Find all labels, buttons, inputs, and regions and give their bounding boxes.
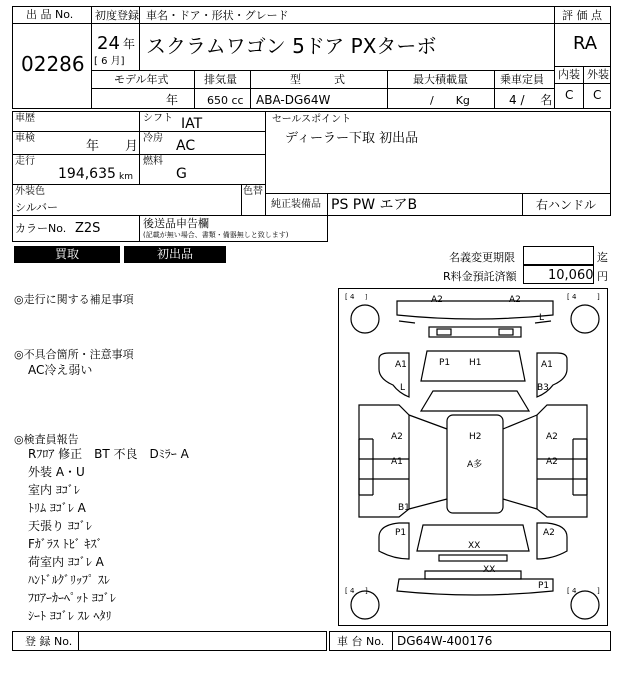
wheel-rear-right	[571, 591, 599, 619]
car-diagram	[338, 288, 608, 626]
model-year-label: モデル年式	[114, 73, 169, 86]
report-line: ﾄﾘﾑ ﾖｺﾞﾚ A	[28, 501, 86, 515]
sales-point-label: セールスポイント	[272, 114, 352, 125]
postal-note: (記載が無い場合、書類・備器無しと致します)	[143, 231, 289, 239]
damage-label: H2	[469, 432, 482, 442]
windshield	[421, 391, 529, 411]
rear-bumper	[397, 579, 553, 595]
mileage-label: 走行	[15, 156, 35, 167]
report-line: 外装 A・U	[28, 465, 85, 479]
damage-label: A2	[391, 432, 403, 442]
damage-label: P1	[538, 581, 550, 591]
defects-title: ◎不具合箇所・注意事項	[14, 348, 134, 361]
recycle-label: R料金預託済額	[443, 270, 517, 283]
tire-label: [ 4	[567, 587, 577, 595]
wheel-rear-left	[351, 591, 379, 619]
model-year-unit: 年	[166, 93, 179, 107]
svg-text:]: ]	[597, 293, 600, 301]
report-line: ｼｰﾄ ﾖｺﾞﾚ ｽﾚ ﾍﾀﾘ	[28, 609, 112, 623]
recycle-unit: 円	[597, 270, 608, 283]
damage-label: L	[539, 313, 545, 323]
capacity-label: 乗車定員	[500, 73, 544, 86]
damage-label: A1	[541, 360, 553, 370]
buy-badge: 買取	[14, 246, 120, 263]
first-listing-badge: 初出品	[124, 246, 226, 263]
car-name: スクラムワゴン 5ドア PXターボ	[146, 34, 437, 58]
report-line: 天張り ﾖｺﾞﾚ	[28, 519, 92, 533]
history-label: 車歴	[15, 113, 35, 124]
tire-label: [ 4	[345, 587, 355, 595]
mileage: 194,635	[58, 166, 116, 182]
damage-label: A2	[431, 295, 443, 305]
right-side	[537, 405, 587, 517]
svg-text:]: ]	[597, 587, 600, 595]
defect-item: AC冷え弱い	[28, 363, 93, 377]
color-no: Z2S	[75, 221, 101, 236]
damage-label: A2	[543, 528, 555, 538]
interior-grade: C	[565, 88, 574, 102]
ac-label: 冷房	[143, 133, 163, 144]
score-label: 評 価 点	[562, 9, 602, 22]
damage-label: A2	[546, 457, 558, 467]
first-reg-label: 初度登録	[95, 9, 139, 22]
first-reg-year: 24	[97, 33, 120, 54]
svg-text:]: ]	[365, 294, 368, 301]
wheel-front-right	[571, 305, 599, 333]
report-line: ﾌﾛｱｰｶｰﾍﾟｯﾄ ﾖｺﾞﾚ	[28, 591, 116, 605]
damage-label: L	[400, 383, 406, 393]
model-label: 型 式	[290, 73, 345, 86]
svg-text:]: ]	[365, 587, 368, 595]
fuel: G	[176, 166, 187, 182]
mileage-unit: km	[119, 172, 133, 182]
sales-point: ディーラー下取 初出品	[285, 131, 419, 146]
driving-notes-title: ◎走行に関する補足事項	[14, 293, 134, 306]
damage-label: A多	[467, 460, 483, 470]
inspection-label: 車検	[15, 133, 35, 144]
score-value: RA	[573, 33, 598, 54]
displacement-label: 排気量	[204, 73, 237, 86]
report-line: 室内 ﾖｺﾞﾚ	[28, 483, 80, 497]
color-no-label: カラーNo.	[15, 222, 67, 235]
report-line: ﾊﾝﾄﾞﾙｸﾞﾘｯﾌﾟ ｽﾚ	[28, 573, 110, 587]
damage-label: A2	[509, 295, 521, 305]
damage-label: A1	[395, 360, 407, 370]
damage-label: XX	[483, 565, 496, 575]
shift: IAT	[181, 116, 203, 132]
exterior-grade: C	[593, 88, 602, 102]
first-reg-month: [ 6 月]	[94, 56, 125, 67]
tire-label: [ 4	[567, 293, 577, 301]
equipment-label: 純正装備品	[271, 199, 321, 210]
max-load: / Kg	[430, 94, 470, 107]
chassis-label: 車 台 No.	[337, 635, 385, 648]
repaint-label: 色替	[243, 186, 263, 197]
report-line: Rﾌﾛｱ 修正 BT 不良 Dﾐﾗｰ A	[28, 447, 189, 461]
chassis-no: DG64W-400176	[397, 634, 493, 648]
tire-label: [ 4	[345, 293, 355, 301]
exterior-label: 外装	[587, 68, 609, 81]
interior-label: 内装	[558, 68, 580, 81]
ext-color: シルバー	[15, 201, 58, 214]
car-name-label: 車名・ドア・形状・グレード	[146, 9, 289, 22]
reg-no-label: 登 録 No.	[25, 635, 73, 648]
inspection-value: 年 月	[86, 139, 139, 154]
capacity: 4 / 名	[509, 93, 553, 107]
rear-bumper-top	[425, 571, 521, 579]
recycle-amount: 10,060	[548, 268, 594, 283]
report-line: 荷室内 ﾖｺﾞﾚ A	[28, 555, 104, 569]
ext-color-label: 外装色	[15, 186, 45, 197]
max-load-label: 最大積載量	[413, 73, 468, 86]
report-line: Fｶﾞﾗｽ ﾄﾋﾞ ｷｽﾞ	[28, 537, 103, 551]
front-bumper	[397, 301, 553, 319]
equipment: PS PW エアB	[331, 197, 418, 213]
damage-label: A2	[546, 432, 558, 442]
first-reg-year-unit: 年	[123, 37, 136, 51]
shift-label: シフト	[143, 113, 173, 124]
damage-label: A1	[391, 457, 403, 467]
damage-label: H1	[469, 358, 482, 368]
lot-no: 02286	[21, 52, 85, 76]
wheel-front-left	[351, 305, 379, 333]
name-change-field	[523, 246, 594, 265]
damage-label: P1	[395, 528, 407, 538]
damage-label: B1	[398, 503, 410, 513]
ac: AC	[176, 138, 196, 154]
name-change-label: 名義変更期限	[449, 251, 515, 264]
postal-label: 後送品申告欄	[143, 217, 209, 230]
lot-no-label: 出 品 No.	[26, 8, 74, 21]
model: ABA-DG64W	[256, 93, 331, 107]
steering: 右ハンドル	[536, 198, 597, 212]
damage-label: P1	[439, 358, 451, 368]
inspector-title: ◎検査員報告	[14, 433, 79, 446]
fuel-label: 燃料	[143, 156, 163, 167]
damage-label: XX	[468, 541, 481, 551]
displacement: 650 cc	[207, 94, 244, 107]
name-change-unit: 迄	[597, 251, 608, 264]
damage-label: B3	[537, 383, 549, 393]
